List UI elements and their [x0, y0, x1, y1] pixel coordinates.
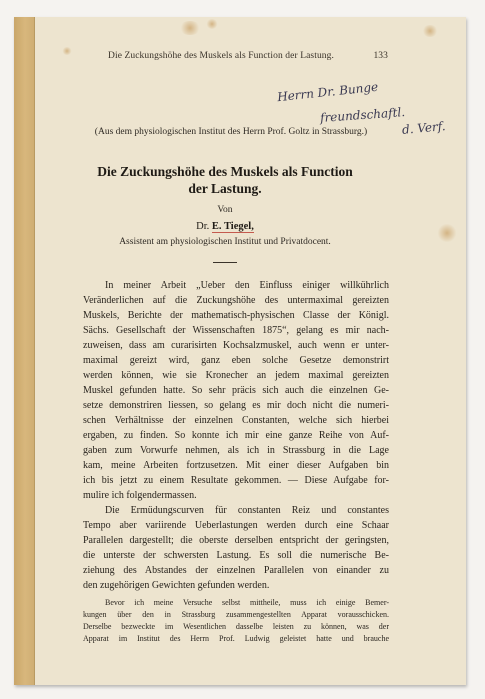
- foxing-stain: [62, 47, 72, 55]
- text-line: schen Verhältnisse der einzelnen Constanten, welche sich hierbei: [83, 415, 389, 426]
- author-affiliation: Assistent am physiologischen Institut und Privatdocent.: [119, 237, 331, 247]
- text-line: kungen über den in Strassburg zusammengestellten Apparat vorausschicken.: [83, 610, 389, 619]
- foxing-stain: [179, 21, 201, 35]
- author-prefix: Dr.: [196, 221, 210, 232]
- foxing-stain: [437, 224, 457, 242]
- foxing-stain: [422, 25, 438, 37]
- handwritten-inscription-line2: freundschaftl.: [319, 105, 406, 125]
- text-line: ich bis jetzt zu einem Resultate gekommen. — Diese Aufgabe for-: [83, 475, 389, 486]
- text-line: Muskel gefunden hatte. So sehr präcis sich auch die einzelnen Ge-: [83, 385, 389, 396]
- text-line: In meiner Arbeit „Ueber den Einfluss einiger willkührlich: [105, 280, 389, 291]
- text-line: Bevor ich meine Versuche selbst mittheile, muss ich einige Bemer-: [105, 598, 389, 607]
- text-line: werden können, wie sie Kronecher an jedem maximal gereizten: [83, 370, 389, 381]
- section-divider: [213, 262, 237, 263]
- text-line: kam, meine Arbeiten fortzusetzen. Mit einer dieser Aufgaben bin: [83, 460, 389, 471]
- title-line2: der Lastung.: [188, 181, 262, 196]
- text-line: gaben zum Vorwurfe nehmen, als ich in Strassburg in die Lage: [83, 445, 389, 456]
- document-page: [14, 17, 466, 685]
- handwritten-inscription-line1: Herrn Dr. Bunge: [276, 79, 379, 105]
- binding-spine: [14, 17, 35, 685]
- text-line: die unterste der schwersten Lastung. Es soll die numerische Be-: [83, 550, 389, 561]
- text-line: Derselbe bezweckte im Wesentlichen dasselbe leisten zu können, was der: [83, 622, 389, 631]
- page-number: 133: [373, 51, 388, 61]
- text-line: maximal gereizt wird, ganz eben solche Gesetze demonstrirt: [83, 355, 389, 366]
- running-head-title: Die Zuckungshöhe des Muskels als Function der Lastung.: [108, 51, 334, 61]
- running-head: [108, 51, 388, 61]
- text-line: Die Ermüdungscurven für constanten Reiz und constantes: [105, 505, 389, 516]
- text-line: mulire ich folgendermassen.: [83, 490, 197, 501]
- author-line: [60, 221, 390, 232]
- text-line: zuweisen, dass am curarisirten Kochsalzmuskel, auch wenn er unter-: [83, 340, 389, 351]
- article-title: [60, 163, 390, 197]
- institute-line: (Aus dem physiologischen Institut des Herrn Prof. Goltz in Strassburg.): [94, 127, 368, 137]
- byline-von: Von: [217, 205, 233, 215]
- text-line: Apparat im Institut des Herrn Prof. Ludwig geleistet hatte und brauche: [83, 634, 389, 643]
- foxing-stain: [206, 19, 218, 29]
- title-line1: Die Zuckungshöhe des Muskels als Function: [97, 164, 353, 179]
- text-line: ziehung des Abstandes der einzelnen Parallelen von einander zu: [83, 565, 389, 576]
- text-line: Muskels, Berichte der mathematisch-physischen Classe der Königl.: [83, 310, 389, 321]
- text-line: Veränderlichen auf die Zuckungshöhe des untermaximal gereizten: [83, 295, 389, 306]
- author-name: E. Tiegel,: [211, 221, 254, 232]
- text-line: Tempo aber variirende Ueberlastungen werden durch eine Schaar: [83, 520, 389, 531]
- text-line: Sächs. Gesellschaft der Wissenschaften 1875“, gelang es mir nach-: [83, 325, 389, 336]
- text-line: Parallelen dargestellt; die oberste derselben entspricht der geringsten,: [83, 535, 389, 546]
- text-line: setze demonstriren liessen, so gelang es mir doch nicht die numeri-: [83, 400, 389, 411]
- text-line: den zugehörigen Gewichten gefunden werden.: [83, 580, 270, 591]
- handwritten-inscription-line3: d. Verf.: [401, 119, 447, 137]
- text-line: ergaben, zu finden. So konnte ich mir eine ganze Reihe von Auf-: [83, 430, 389, 441]
